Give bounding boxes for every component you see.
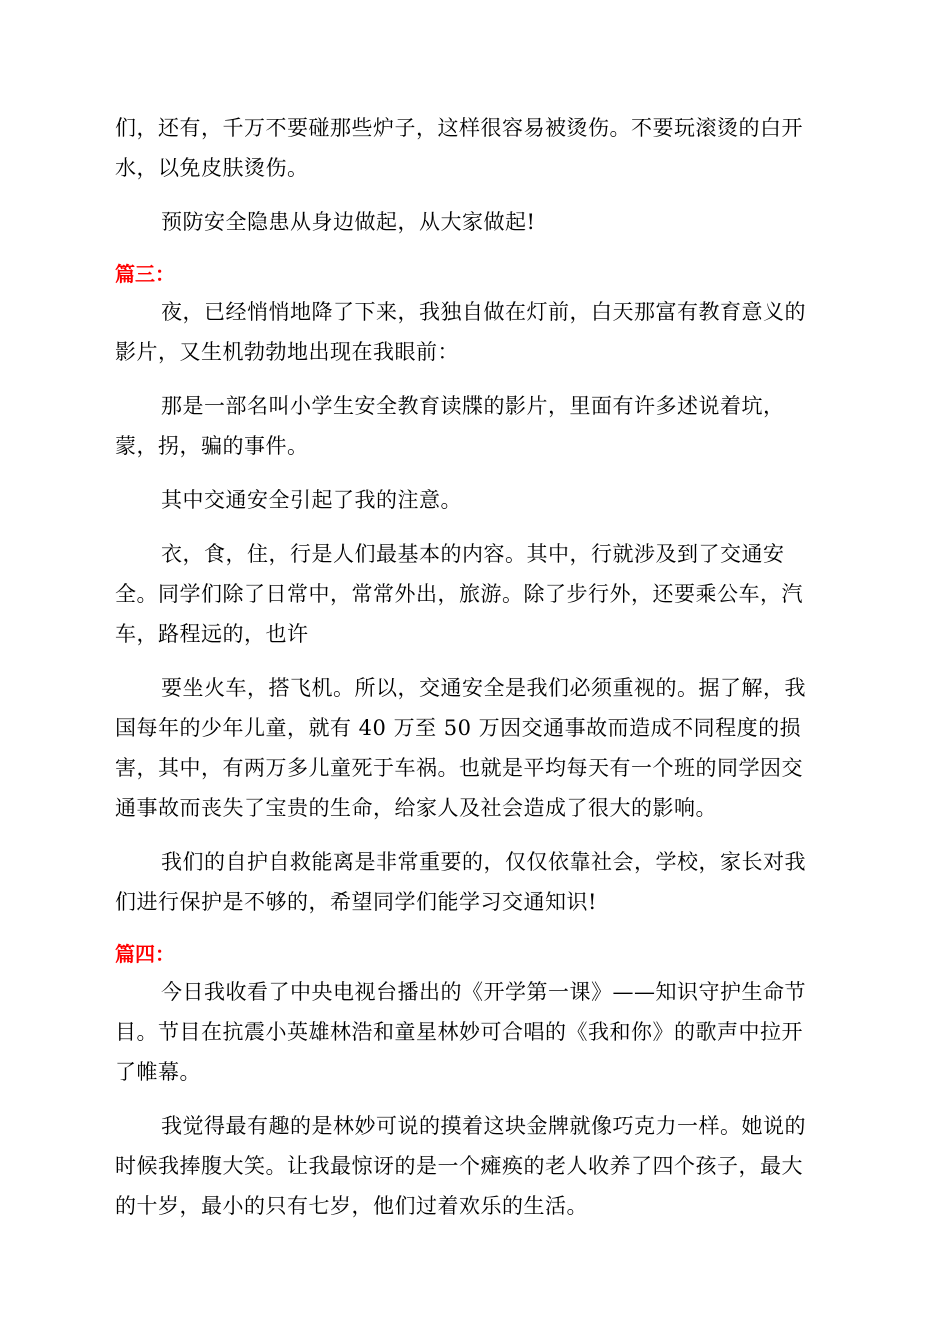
paragraph: [115, 480, 835, 520]
paragraph-line: 车，路程远的，也许: [115, 622, 309, 646]
paragraph: [115, 534, 835, 654]
paragraph-line: 夜，已经悄悄地降了下来，我独自做在灯前，白天那富有教育意义的: [161, 300, 806, 324]
paragraph-line: 了帷幕。: [115, 1060, 201, 1084]
section-heading: 篇三：: [115, 262, 175, 286]
paragraph-line: 水，以免皮肤烫伤。: [115, 156, 309, 180]
paragraph: [115, 292, 835, 372]
paragraph-line: 我觉得最有趣的是林妙可说的摸着这块金牌就像巧克力一样。她说的: [161, 1114, 806, 1138]
paragraph-line: 时候我捧腹大笑。让我最惊讶的是一个瘫痪的老人收养了四个孩子，最大: [115, 1154, 803, 1178]
paragraph: [115, 668, 835, 828]
paragraph: [115, 202, 835, 242]
section-heading: 篇四：: [115, 942, 175, 966]
paragraph-spacer: [115, 466, 835, 480]
paragraph-spacer: [115, 922, 835, 936]
paragraph-line: 目。节目在抗震小英雄林浩和童星林妙可合唱的《我和你》的歌声中拉开: [115, 1020, 803, 1044]
paragraph-line: 衣，食，住，行是人们最基本的内容。其中，行就涉及到了交通安: [161, 542, 785, 566]
paragraph-spacer: [115, 188, 835, 202]
paragraph-line: 影片，又生机勃勃地出现在我眼前：: [115, 340, 459, 364]
paragraph-line: 预防安全隐患从身边做起，从大家做起!: [161, 210, 536, 234]
paragraph-spacer: [115, 828, 835, 842]
paragraph-spacer: [115, 520, 835, 534]
paragraph-line: 害，其中，有两万多儿童死于车祸。也就是平均每天有一个班的同学因交: [115, 756, 803, 780]
paragraph-line: 国每年的少年儿童，就有 40 万至 50 万因交通事故而造成不同程度的损: [115, 716, 802, 740]
paragraph: [115, 386, 835, 466]
paragraph-line: 我们的自护自救能离是非常重要的，仅仅依靠社会，学校，家长对我: [161, 850, 806, 874]
paragraph-spacer: [115, 1226, 835, 1240]
document-body: [115, 108, 835, 1240]
paragraph-line: 那是一部名叫小学生安全教育读牒的影片，里面有许多述说着坑，: [161, 394, 785, 418]
paragraph-line: 全。同学们除了日常中，常常外出，旅游。除了步行外，还要乘公车，汽: [115, 582, 803, 606]
paragraph: [115, 108, 835, 188]
paragraph-line: 今日我收看了中央电视台播出的《开学第一课》——知识守护生命节: [161, 980, 806, 1004]
paragraph: [115, 1106, 835, 1226]
paragraph-line: 蒙，拐，骗的事件。: [115, 434, 309, 458]
paragraph-spacer: [115, 372, 835, 386]
paragraph-spacer: [115, 654, 835, 668]
paragraph-spacer: [115, 242, 835, 256]
paragraph-line: 们，还有，千万不要碰那些炉子，这样很容易被烫伤。不要玩滚烫的白开: [115, 116, 803, 140]
paragraph-spacer: [115, 1092, 835, 1106]
paragraph-line: 要坐火车，搭飞机。所以，交通安全是我们必须重视的。据了解，我: [161, 676, 806, 700]
paragraph-line: 其中交通安全引起了我的注意。: [161, 488, 462, 512]
paragraph-line: 们进行保护是不够的，希望同学们能学习交通知识!: [115, 890, 597, 914]
paragraph-line: 的十岁，最小的只有七岁，他们过着欢乐的生活。: [115, 1194, 588, 1218]
paragraph: [115, 972, 835, 1092]
paragraph: [115, 842, 835, 922]
paragraph-line: 通事故而丧失了宝贵的生命，给家人及社会造成了很大的影响。: [115, 796, 717, 820]
